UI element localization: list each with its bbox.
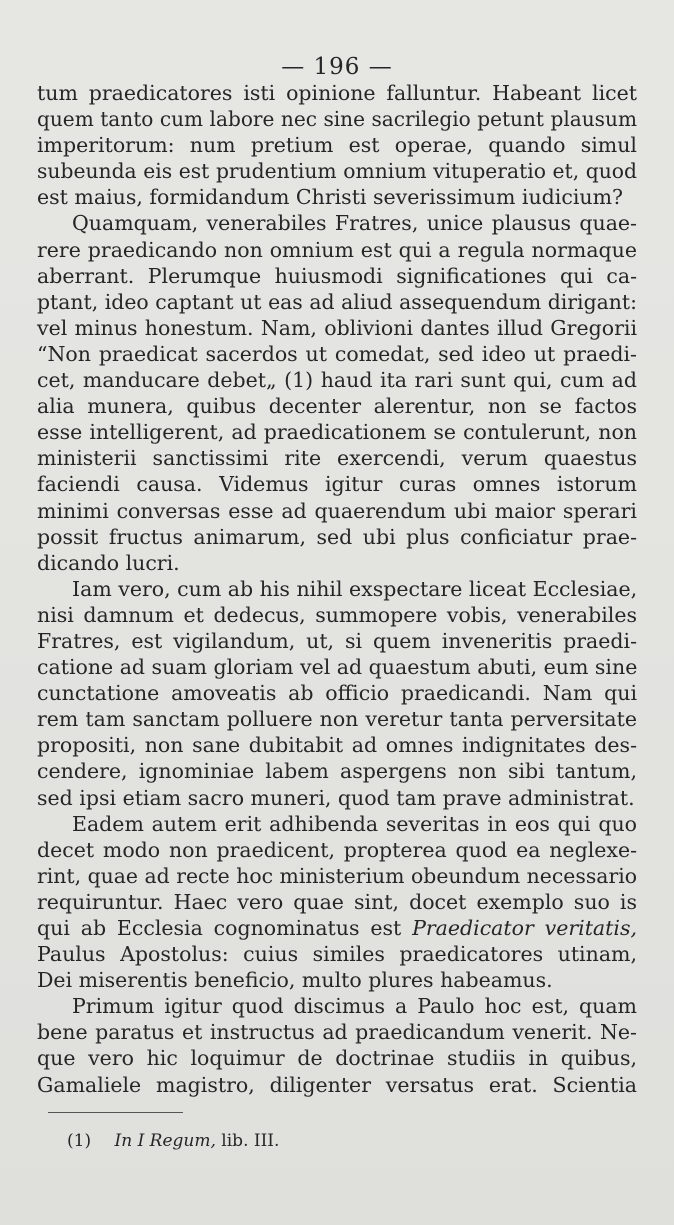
text-line [37,367,637,393]
text-line-content: rere praedicando non omnium est qui a regula normaque [37,237,637,262]
footnote-divider [48,1112,183,1113]
text-line [37,550,637,576]
text-line-content: imperitorum: num pretium est operae, quando simul [37,133,637,158]
text-line [37,602,637,628]
text-line [37,1019,637,1045]
text-line-content: quem tanto cum labore nec sine sacrilegio petunt plausum [37,107,637,132]
text-line [37,471,637,497]
text-line [37,654,637,680]
text-line-content: Primum igitur quod discimus a Paulo hoc est, quam [72,994,637,1019]
text-line [37,341,637,367]
text-line-content: requiruntur. Haec vero quae sint, docet exemplo suo is [37,889,637,914]
text-line-content: “Non praedicat sacerdos ut comedat, sed ideo ut praedi- [37,341,637,366]
text-line-content: sed ipsi etiam sacro muneri, quod tam prave administrat. [37,785,635,810]
text-line [37,837,637,863]
text-line [37,993,637,1019]
page-number: — 196 — [281,54,393,80]
text-line-content: Gamaliele magistro, diligenter versatus erat. Scientia [37,1072,637,1097]
text-line-content: cendere, ignominiae labem aspergens non sibi tantum, [37,759,637,784]
text-line [37,811,637,837]
text-line-content: possit fructus animarum, sed ubi plus conficiatur prae- [37,524,637,549]
text-line-content: propositi, non sane dubitabit ad omnes indignitates des- [37,733,637,758]
text-line [37,80,637,106]
text-line [37,863,637,889]
text-line-content: nisi damnum et dedecus, summopere vobis, venerabiles [37,602,637,627]
text-line [37,263,637,289]
text-line-content: Quamquam, venerabiles Fratres, unice plausus quae- [72,211,637,236]
text-line-content: qui ab Ecclesia cognominatus est [37,916,413,940]
text-line-content: subeunda eis est prudentium omnium vituperatio et, quod [37,159,637,184]
text-line [37,524,637,550]
text-line [37,706,637,732]
text-line-content: catione ad suam gloriam vel ad quaestum abuti, eum sine [37,655,638,680]
footnote-marker: (1) [67,1131,92,1151]
text-line-content: que vero hic loquimur de doctrinae studiis in quibus, [37,1046,637,1071]
text-line [37,393,637,419]
text-line [37,889,637,915]
footnote-source-rest: lib. III. [215,1131,280,1151]
text-line [37,576,637,602]
text-line-content: ptant, ideo captant ut eas ad aliud assequendum dirigant: [37,289,637,314]
body-text [37,80,637,1098]
text-line-content: est maius, formidandum Christi severissimum iudicium? [37,185,624,210]
text-line [37,419,637,445]
text-line [37,941,637,967]
footnote-source-title: In I Regum, [114,1131,216,1151]
text-line [37,237,637,263]
text-line-content: vel minus honestum. Nam, oblivioni dantes illud Gregorii [37,315,637,340]
text-line [37,184,637,210]
text-line [37,132,637,158]
text-line [37,289,637,315]
text-line-content: Iam vero, cum ab his nihil exspectare liceat Ecclesiae, [72,576,638,601]
text-line [37,732,637,758]
text-line [37,915,637,941]
text-line-content: rint, quae ad recte hoc ministerium obeundum necessario [37,863,637,888]
text-line-content: Eadem autem erit adhibenda severitas in eos qui quo [72,811,637,836]
text-line-content: faciendi causa. Videmus igitur curas omnes istorum [37,472,637,497]
text-line [37,498,637,524]
text-line [37,628,637,654]
text-line-content: aberrant. Plerumque huiusmodi significationes qui ca- [37,263,637,288]
text-line [37,758,637,784]
text-line-content: alia munera, quibus decenter alerentur, non se factos [37,394,637,419]
text-line-content: cet, manducare debet„ (1) haud ita rari sunt qui, cum ad [37,368,637,393]
text-line [37,445,637,471]
text-line-content: minimi conversas esse ad quaerendum ubi maior sperari [37,498,637,523]
text-line [37,106,637,132]
text-line-content: ministerii sanctissimi rite exercendi, verum quaestus [37,446,637,471]
text-line [37,158,637,184]
text-line-content: rem tam sanctam polluere non veretur tanta perversitate [37,707,637,732]
footnote [67,1130,279,1152]
text-line-content: tum praedicatores isti opinione falluntur. Habeant licet [37,81,637,105]
text-line [37,1072,637,1098]
text-line-content: decet modo non praedicent, propterea quod ea neglexe- [37,837,637,862]
italic-phrase: Praedicator veritatis, [412,916,637,940]
text-line-content: bene paratus et instructus ad praedicandum venerit. Ne- [37,1020,637,1045]
text-line [37,315,637,341]
text-line [37,210,637,236]
text-line-content: cunctatione amoveatis ab officio praedicandi. Nam qui [37,681,637,706]
text-line [37,680,637,706]
text-line-content: Fratres, est vigilandum, ut, si quem inveneritis praedi- [37,628,637,653]
text-line-content: dicando lucri. [37,550,180,575]
text-line-content: esse intelligerent, ad praedicationem se contulerunt, non [37,420,637,445]
text-line-content: Dei miserentis beneficio, multo plures habeamus. [37,968,553,993]
text-line [37,1045,637,1071]
text-line-content: Paulus Apostolus: cuius similes praedicatores utinam, [37,942,637,967]
text-line [37,785,637,811]
text-line [37,967,637,993]
